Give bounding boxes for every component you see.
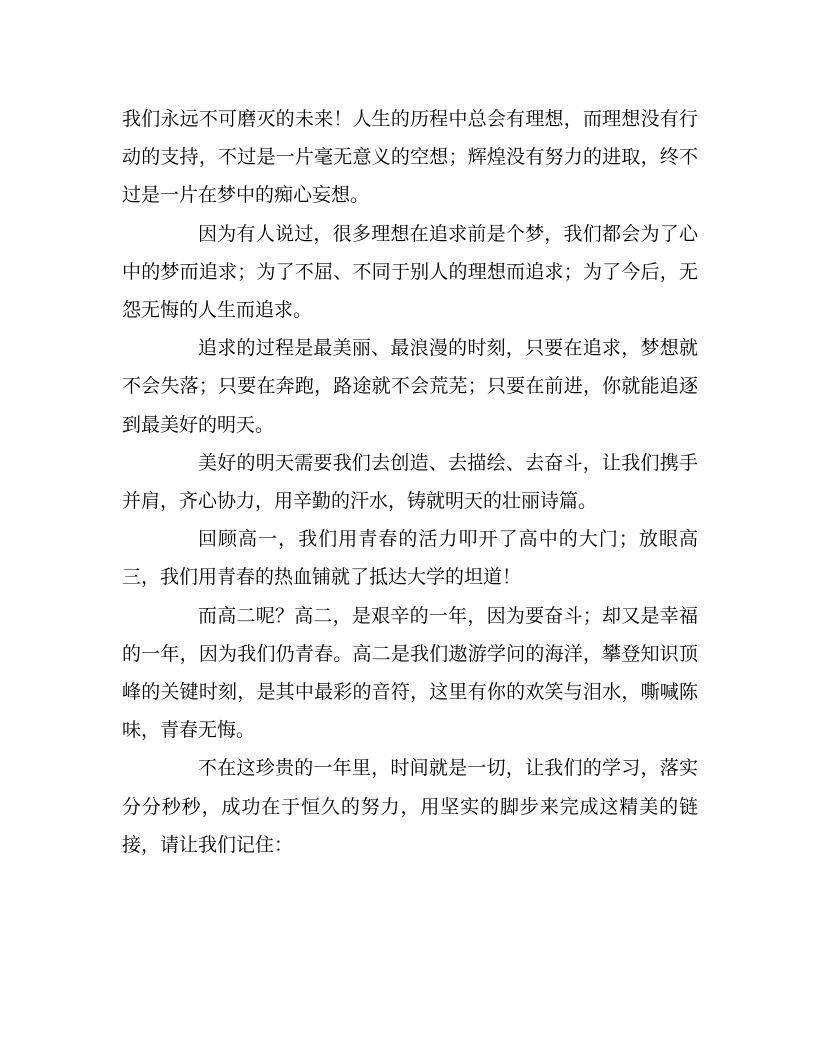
paragraph: 不在这珍贵的一年里，时间就是一切，让我们的学习，落实分分秒秒，成功在于恒久的努力，用坚实的脚步来完成这精美的链接，请让我们记住： [122, 757, 698, 856]
paragraph: 因为有人说过，很多理想在追求前是个梦，我们都会为了心中的梦而追求；为了不屈、不同于别人的理想而追求；为了今后，无怨无悔的人生而追求。 [122, 222, 698, 322]
paragraph: 追求的过程是最美丽、最浪漫的时刻，只要在追求，梦想就不会失落；只要在奔跑，路途就不会荒芜；只要在前进，你就能追逐到最美好的明天。 [122, 337, 698, 436]
document-body [122, 100, 698, 864]
paragraph-continuation: 我们永远不可磨灭的未来！人生的历程中总会有理想，而理想没有行动的支持，不过是一片毫无意义的空想；辉煌没有努力的进取，终不过是一片在梦中的痴心妄想。 [122, 108, 698, 207]
paragraph: 美好的明天需要我们去创造、去描绘、去奋斗，让我们携手并肩，齐心协力，用辛勤的汗水，铸就明天的壮丽诗篇。 [122, 451, 698, 513]
paragraph: 而高二呢？高二，是艰辛的一年，因为要奋斗；却又是幸福的一年，因为我们仍青春。高二是我们遨游学问的海洋，攀登知识顶峰的关键时刻，是其中最彩的音符，这里有你的欢笑与泪水，嘶喊陈味，青春无悔。 [122, 604, 698, 742]
paragraph: 回顾高一，我们用青春的活力叩开了高中的大门；放眼高三，我们用青春的热血铺就了抵达大学的坦道！ [122, 528, 698, 589]
